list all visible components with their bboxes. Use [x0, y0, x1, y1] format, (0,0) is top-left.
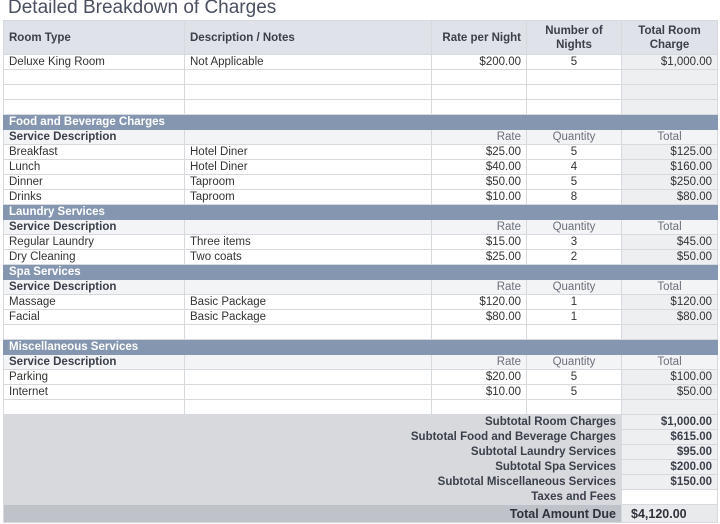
room-header-row — [4, 21, 718, 55]
quantity-cell — [527, 85, 622, 100]
line-item-row — [4, 235, 718, 250]
rate-header: Rate — [432, 355, 527, 370]
description-cell: Taproom — [185, 175, 432, 190]
laundry-section-header — [4, 205, 718, 220]
rate-cell: $25.00 — [432, 145, 527, 160]
service-cell — [4, 325, 185, 340]
summary-row — [4, 460, 718, 475]
service-cell — [4, 85, 185, 100]
room-header-cell: Rate per Night — [432, 21, 527, 55]
room-header-cell: Total Room Charge — [622, 21, 718, 55]
total-header: Total — [622, 130, 718, 145]
quantity-cell: 5 — [527, 370, 622, 385]
quantity-cell: 2 — [527, 250, 622, 265]
description-header — [185, 355, 432, 370]
service-cell — [4, 70, 185, 85]
quantity-cell — [527, 100, 622, 115]
service-cell: Massage — [4, 295, 185, 310]
summary-label: Subtotal Room Charges — [4, 415, 622, 430]
room-blank-row — [4, 70, 718, 85]
quantity-cell: 8 — [527, 190, 622, 205]
summary-value: $200.00 — [622, 460, 718, 475]
summary-row — [4, 475, 718, 490]
description-cell — [185, 385, 432, 400]
service-cell: Facial — [4, 310, 185, 325]
total-cell: $250.00 — [622, 175, 718, 190]
rate-cell — [432, 85, 527, 100]
description-header — [185, 130, 432, 145]
total-value: $4,120.00 — [622, 505, 718, 523]
rate-cell: $40.00 — [432, 160, 527, 175]
service-cell: Internet — [4, 385, 185, 400]
total-header: Total — [622, 280, 718, 295]
service-cell: Dry Cleaning — [4, 250, 185, 265]
service-description-header: Service Description — [4, 280, 185, 295]
line-item-row — [4, 370, 718, 385]
rate-cell — [432, 325, 527, 340]
quantity-cell — [527, 325, 622, 340]
total-cell — [622, 325, 718, 340]
service-cell: Lunch — [4, 160, 185, 175]
rate-cell: $50.00 — [432, 175, 527, 190]
rate-cell: $10.00 — [432, 190, 527, 205]
total-cell: $160.00 — [622, 160, 718, 175]
summary-label: Subtotal Spa Services — [4, 460, 622, 475]
description-cell — [185, 400, 432, 415]
room-header-cell: Number of Nights — [527, 21, 622, 55]
service-cell: Breakfast — [4, 145, 185, 160]
blank-row — [4, 400, 718, 415]
rate-cell — [432, 70, 527, 85]
summary-label: Subtotal Miscellaneous Services — [4, 475, 622, 490]
description-cell: Basic Package — [185, 295, 432, 310]
total-cell: $80.00 — [622, 310, 718, 325]
line-item-row — [4, 160, 718, 175]
line-item-row — [4, 310, 718, 325]
total-row — [4, 505, 718, 523]
total-cell: $45.00 — [622, 235, 718, 250]
room-header-cell: Room Type — [4, 21, 185, 55]
total-label: Total Amount Due — [4, 505, 622, 523]
summary-label: Taxes and Fees — [4, 490, 622, 505]
sub-header-row — [4, 355, 718, 370]
rate-header: Rate — [432, 130, 527, 145]
total-cell — [622, 400, 718, 415]
description-cell: Three items — [185, 235, 432, 250]
quantity-cell: 5 — [527, 55, 622, 70]
service-description-header: Service Description — [4, 355, 185, 370]
quantity-cell — [527, 400, 622, 415]
description-cell — [185, 70, 432, 85]
rate-header: Rate — [432, 280, 527, 295]
room-header-cell: Description / Notes — [185, 21, 432, 55]
total-header: Total — [622, 220, 718, 235]
service-cell: Regular Laundry — [4, 235, 185, 250]
page-title: Detailed Breakdown of Charges — [8, 0, 277, 18]
rate-header: Rate — [432, 220, 527, 235]
total-cell: $80.00 — [622, 190, 718, 205]
sub-header-row — [4, 280, 718, 295]
room-blank-row — [4, 85, 718, 100]
summary-label: Subtotal Laundry Services — [4, 445, 622, 460]
misc-section-header — [4, 340, 718, 355]
description-cell — [185, 325, 432, 340]
summary-value: $615.00 — [622, 430, 718, 445]
summary-label: Subtotal Food and Beverage Charges — [4, 430, 622, 445]
description-cell — [185, 370, 432, 385]
quantity-cell: 5 — [527, 175, 622, 190]
line-item-row — [4, 250, 718, 265]
charges-table — [3, 20, 718, 523]
total-cell: $1,000.00 — [622, 55, 718, 70]
total-cell — [622, 100, 718, 115]
room-row — [4, 55, 718, 70]
total-cell: $50.00 — [622, 250, 718, 265]
summary-value: $1,000.00 — [622, 415, 718, 430]
service-description-header: Service Description — [4, 130, 185, 145]
rate-cell: $120.00 — [432, 295, 527, 310]
line-item-row — [4, 385, 718, 400]
quantity-cell: 5 — [527, 385, 622, 400]
total-cell: $120.00 — [622, 295, 718, 310]
quantity-header: Quantity — [527, 355, 622, 370]
total-cell — [622, 85, 718, 100]
service-cell: Drinks — [4, 190, 185, 205]
line-item-row — [4, 190, 718, 205]
quantity-cell: 1 — [527, 310, 622, 325]
description-header — [185, 280, 432, 295]
quantity-cell: 3 — [527, 235, 622, 250]
spa-section-title: Spa Services — [4, 265, 718, 280]
line-item-row — [4, 145, 718, 160]
blank-row — [4, 325, 718, 340]
rate-cell: $15.00 — [432, 235, 527, 250]
spa-section-header — [4, 265, 718, 280]
summary-value: $150.00 — [622, 475, 718, 490]
total-header: Total — [622, 355, 718, 370]
service-cell: Deluxe King Room — [4, 55, 185, 70]
description-cell: Hotel Diner — [185, 160, 432, 175]
description-cell — [185, 85, 432, 100]
service-cell — [4, 100, 185, 115]
misc-section-title: Miscellaneous Services — [4, 340, 718, 355]
description-cell: Basic Package — [185, 310, 432, 325]
food-section-title: Food and Beverage Charges — [4, 115, 718, 130]
quantity-header: Quantity — [527, 220, 622, 235]
service-description-header: Service Description — [4, 220, 185, 235]
description-cell: Hotel Diner — [185, 145, 432, 160]
sub-header-row — [4, 130, 718, 145]
rate-cell: $10.00 — [432, 385, 527, 400]
line-item-row — [4, 295, 718, 310]
summary-row — [4, 430, 718, 445]
quantity-header: Quantity — [527, 280, 622, 295]
description-cell: Not Applicable — [185, 55, 432, 70]
summary-row — [4, 445, 718, 460]
rate-cell: $25.00 — [432, 250, 527, 265]
rate-cell — [432, 400, 527, 415]
quantity-cell — [527, 70, 622, 85]
service-cell — [4, 400, 185, 415]
rate-cell: $200.00 — [432, 55, 527, 70]
service-cell: Parking — [4, 370, 185, 385]
total-cell — [622, 70, 718, 85]
food-section-header — [4, 115, 718, 130]
description-cell — [185, 100, 432, 115]
line-item-row — [4, 175, 718, 190]
description-cell: Taproom — [185, 190, 432, 205]
total-cell: $125.00 — [622, 145, 718, 160]
total-cell: $100.00 — [622, 370, 718, 385]
summary-value: $95.00 — [622, 445, 718, 460]
room-blank-row — [4, 100, 718, 115]
quantity-cell: 5 — [527, 145, 622, 160]
rate-cell — [432, 100, 527, 115]
rate-cell: $20.00 — [432, 370, 527, 385]
laundry-section-title: Laundry Services — [4, 205, 718, 220]
description-cell: Two coats — [185, 250, 432, 265]
sub-header-row — [4, 220, 718, 235]
quantity-cell: 4 — [527, 160, 622, 175]
summary-row — [4, 490, 718, 505]
total-cell: $50.00 — [622, 385, 718, 400]
summary-value — [622, 490, 718, 505]
rate-cell: $80.00 — [432, 310, 527, 325]
quantity-header: Quantity — [527, 130, 622, 145]
service-cell: Dinner — [4, 175, 185, 190]
quantity-cell: 1 — [527, 295, 622, 310]
summary-row — [4, 415, 718, 430]
description-header — [185, 220, 432, 235]
